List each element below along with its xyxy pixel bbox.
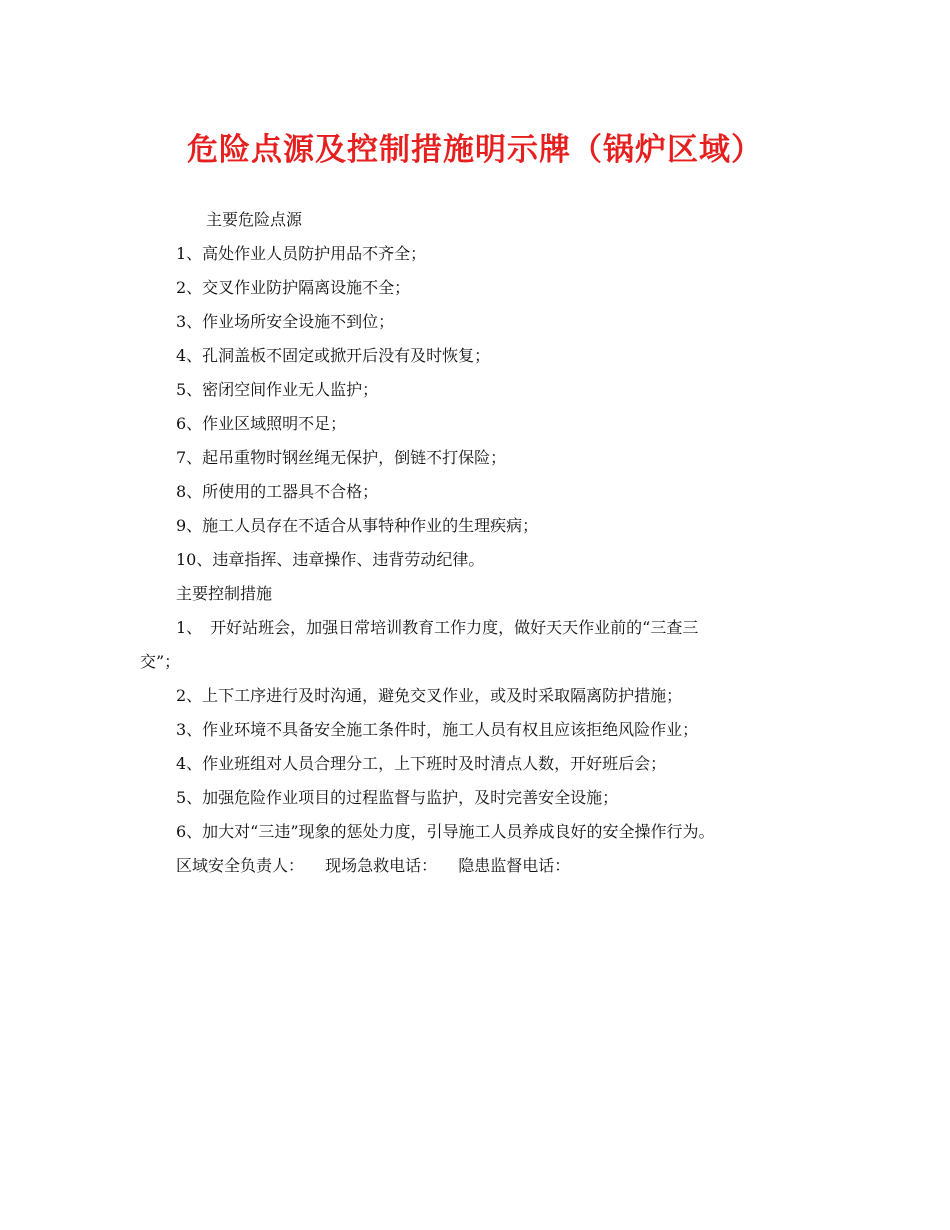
control-item: 5、加强危险作业项目的过程监督与监护，及时完善安全设施； — [176, 788, 619, 807]
hazard-item: 2、交叉作业防护隔离设施不全； — [176, 278, 411, 297]
control-item: 6、加大对“三违”现象的惩处力度，引导施工人员养成良好的安全操作行为。 — [176, 822, 715, 841]
hazard-item: 1、高处作业人员防护用品不齐全； — [176, 244, 427, 263]
hazard-item: 9、施工人员存在不适合从事特种作业的生理疾病； — [176, 516, 539, 535]
hazard-item: 8、所使用的工器具不合格； — [176, 482, 379, 501]
hazard-item: 3、作业场所安全设施不到位； — [176, 312, 395, 331]
control-item: 2、上下工序进行及时沟通，避免交叉作业，或及时采取隔离防护措施； — [176, 686, 683, 705]
hazard-item: 7、起吊重物时钢丝绳无保护，倒链不打保险； — [176, 448, 507, 467]
emergency-phone-label: 现场急救电话： — [325, 856, 438, 875]
hazard-item: 6、作业区域照明不足； — [176, 414, 347, 433]
control-item-continuation: 交”； — [140, 652, 181, 671]
area-safety-officer-label: 区域安全负责人： — [176, 856, 305, 875]
document-title: 危险点源及控制措施明示牌（锅炉区域） — [187, 132, 763, 168]
hazard-item: 4、孔洞盖板不固定或掀开后没有及时恢复； — [176, 346, 491, 365]
control-item: 4、作业班组对人员合理分工，上下班时及时清点人数，开好班后会； — [176, 754, 667, 773]
control-item: 3、作业环境不具备安全施工条件时，施工人员有权且应该拒绝风险作业； — [176, 720, 699, 739]
hazard-supervision-phone-label: 隐患监督电话： — [458, 856, 571, 875]
hazard-item: 5、密闭空间作业无人监护； — [176, 380, 379, 399]
control-item: 1、 开好站班会，加强日常培训教育工作力度，做好天天作业前的“三查三 — [176, 618, 699, 637]
hazard-item: 10、违章指挥、违章操作、违背劳动纪律。 — [176, 550, 485, 569]
contact-footer — [176, 849, 586, 883]
hazard-heading: 主要危险点源 — [206, 210, 303, 229]
control-heading: 主要控制措施 — [176, 584, 273, 603]
